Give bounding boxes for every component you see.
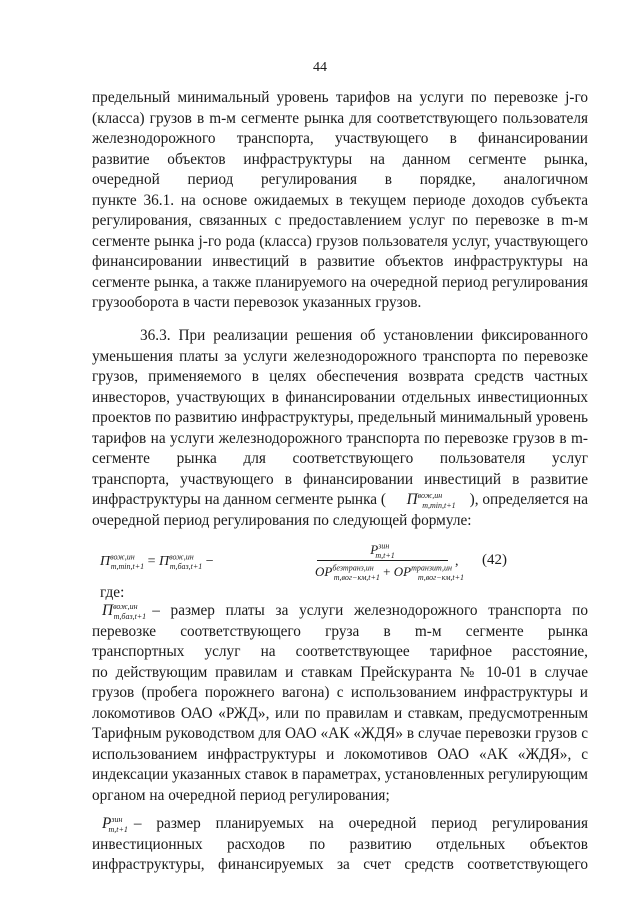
text-line: транспортных услуг на соответствующее тарифное расстояние, [92,643,588,660]
formula-42 [100,540,600,588]
fraction-denominator: $OP^{безтранз,ин}_{m,вог-км,t+1} + OP^{транзит,ин}_{m,вог-км,t+1}$ [315,563,465,582]
text-line: сегменте рынка, а также планируемого на очередной период регулирования [92,273,588,291]
text-line: инвесторов, участвующих в финансировании отдельных инвестиционных [92,388,588,406]
text-line: инвестиционных расходов по развитию отдельных объектов [92,835,588,853]
text-fragment: ), определяется на [469,491,588,508]
text-line: регулирования, связанных с предоставлением услуг по перевозке в m-м [92,212,588,229]
text-line: грузооборота в части перевозок указанных грузов. [92,294,422,311]
text-line: (класса) грузов в m-м сегменте рынка для соответствующего пользователя [92,109,588,127]
paragraph-2 [92,326,588,531]
text-line: Тарифным руководством для ОАО «АК «ЖДЯ» в случае перевозки грузов с [92,725,588,742]
text-line: 36.3. При реализации решения об установлении фиксированного [140,327,588,344]
text-line: грузов, применяемого в целях обеспечения возврата средств частных [92,368,588,385]
text-line: очередной период регулирования в порядке, аналогичном [92,171,588,188]
formula-fraction [315,540,465,583]
definition-first-line [92,601,588,622]
text-line: органом на очередной период регулирования; [92,786,390,804]
inline-symbol: $П^{вож,ин}_{m,min,t+1}$ [406,490,456,511]
text-fragment: – размер платы за услуги железнодорожного транспорта по [152,602,588,619]
text-line: железнодорожного транспорта, участвующего в финансировании [92,130,588,147]
page-number: 44 [313,60,327,75]
fraction-numerator: $P^{зин}_{m,t+1}$ [370,541,395,560]
definition-1 [92,601,588,806]
text-line: индексации указанных ставок в параметрах, установленных регулирующим [92,766,588,783]
text-line: предельный минимальный уровень тарифов на услуги по перевозке j-го [92,89,588,106]
text-fragment: – размер планируемых на очередной период регулирования [133,815,588,832]
text-line: тарифов на услуги железнодорожного транспорта по перевозке грузов в m- [92,429,588,447]
text-line-with-symbol [92,490,588,511]
text-line: пункте 36.1. на основе ожидаемых в текущем периоде доходов субъекта [92,191,588,209]
text-line: грузов (пробега порожнего вагона) с использованием инфраструктуры и [92,684,588,701]
formula-left-side: $П^{вож,ин}_{m,min,t+1} = П^{вож,ин}_{m,баз,t+1}$ − [100,552,214,571]
text-line: уменьшения платы за услуги железнодорожного транспорта по перевозке [92,347,588,365]
text-line: финансировании инвестиций в развитие объектов инфраструктуры на [92,253,588,270]
text-line: использованием инфраструктуры и локомотивов ОАО «АК «ЖДЯ», с [92,745,588,763]
text-line: инфраструктуры, финансируемых за счет средств соответствующего [92,856,588,873]
equation-number: (42) [482,552,507,568]
text-line: перевозке соответствующего груза в m-м сегменте рынка [92,622,588,640]
text-line: транспорта, участвующего в финансировании инвестиций в развитие [92,470,588,488]
text-line: по действующим правилам и ставкам Прейскуранта № 10-01 в случае [92,663,588,681]
text-line: проектов по развитию инфраструктуры, предельный минимальный уровень [92,409,588,426]
text-line: локомотивов ОАО «РЖД», или по правилам и ставкам, предусмотренным [92,704,588,722]
formula-comma: , [455,554,459,569]
text-line: развитие объектов инфраструктуры на данном сегменте рынка, [92,150,588,168]
definition-symbol: $П^{вож,ин}_{m,баз,t+1}$ [102,601,147,622]
definition-2 [92,814,588,876]
paragraph-1 [92,88,588,314]
definition-symbol: $P^{зин}_{m,t+1}$ [102,814,128,835]
text-line: сегменте рынка j-го рода (класса) грузов пользователя услуг, участвующего [92,232,588,250]
text-fragment: инфраструктуры на данном сегменте рынка ( [92,491,387,508]
where-label: где: [100,584,125,601]
definition-first-line [92,814,588,835]
text-line: сегменте рынка для соответствующего пользователя услуг [92,450,588,467]
text-line: очередной период регулирования по следующей формуле: [92,511,472,529]
